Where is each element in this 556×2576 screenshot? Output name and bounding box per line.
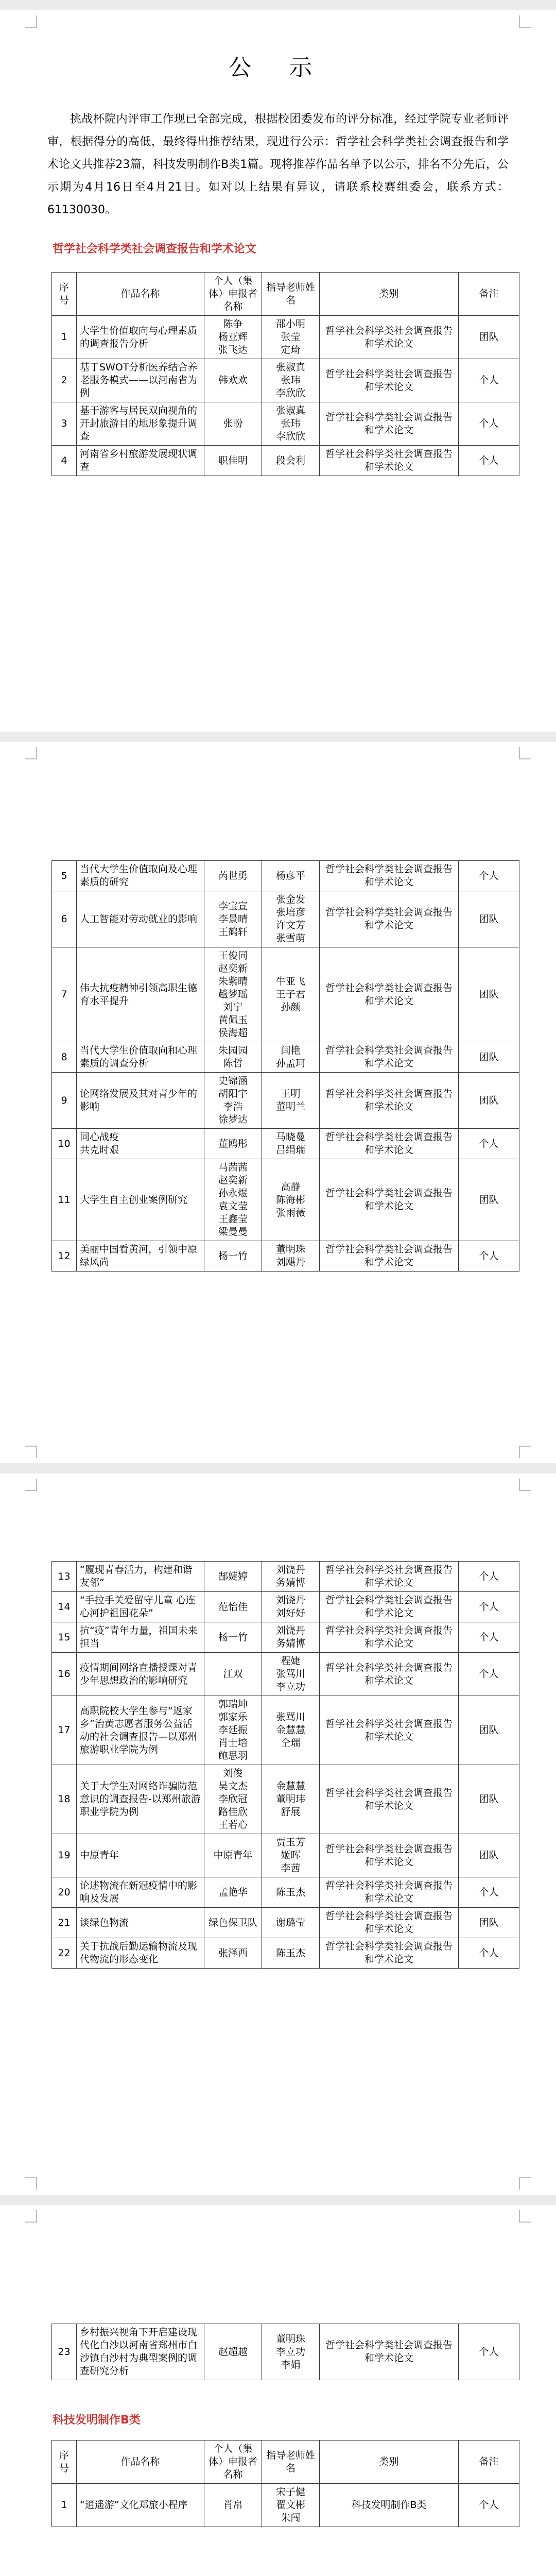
cell-advisor: 王明 董明兰 (262, 1073, 320, 1129)
page-corner-mark (519, 1479, 531, 1491)
cell-name: 高职院校大学生参与“返家乡”治黄志愿者服务公益活动的社会调查报告—以郑州旅游职业学院为例 (77, 1696, 204, 1765)
cell-advisor: 谢璐莹 (262, 1908, 320, 1938)
cell-applicant: 职佳明 (204, 446, 262, 476)
cell-advisor: 邵小明 张莹 定琦 (262, 316, 320, 359)
table-row (52, 2484, 519, 2527)
cell-category: 哲学社会科学类社会调查报告和学术论文 (320, 359, 459, 402)
cell-category: 哲学社会科学类社会调查报告和学术论文 (320, 947, 459, 1042)
table-row (52, 1938, 519, 1969)
cell-category: 哲学社会科学类社会调查报告和学术论文 (320, 1938, 459, 1969)
column-header: 序号 (52, 2441, 77, 2484)
table-row (52, 1653, 519, 1696)
cell-advisor: 马晓曼 吕绢瑞 (262, 1129, 320, 1159)
cell-no: 19 (52, 1834, 77, 1877)
cell-name: 抗“疫”青年力量，祖国未来担当 (77, 1622, 204, 1653)
table-row (52, 446, 519, 476)
cell-applicant: 马茜茜 赵奕新 孙永煜 袁文莹 王鑫莹 梁曼曼 (204, 1159, 262, 1241)
cell-name: 大学生价值取向与心理素质的调查报告分析 (77, 316, 204, 359)
cell-advisor: 杨彦平 (262, 861, 320, 891)
cell-note: 个人 (459, 1938, 519, 1969)
cell-name: 基于游客与居民双向视角的开封旅游目的地形象提升调查 (77, 402, 204, 446)
cell-applicant: 韩欢欢 (204, 359, 262, 402)
document-page-1 (0, 10, 556, 732)
cell-note: 团队 (459, 1834, 519, 1877)
table-row (52, 1129, 519, 1159)
cell-applicant: 郜婕婷 (204, 1562, 262, 1592)
document-page-3 (0, 1473, 556, 2195)
cell-note: 个人 (459, 1129, 519, 1159)
cell-note: 个人 (459, 2324, 519, 2380)
column-header: 备注 (459, 2441, 519, 2484)
cell-no: 15 (52, 1622, 77, 1653)
cell-category: 哲学社会科学类社会调查报告和学术论文 (320, 891, 459, 947)
cell-applicant: 绿色保卫队 (204, 1908, 262, 1938)
cell-applicant: 朱园园 陈哲 (204, 1042, 262, 1073)
cell-name: 美丽中国看黄河，引领中原绿风尚 (77, 1241, 204, 1272)
cell-note: 团队 (459, 891, 519, 947)
page-corner-mark (519, 747, 531, 759)
table-row (52, 1877, 519, 1908)
table-row (52, 1622, 519, 1653)
cell-name: 关于大学生对网络诈骗防范意识的调查报告-以郑州旅游职业学院为例 (77, 1765, 204, 1834)
cell-name: “逍遥游”文化郑旅小程序 (77, 2484, 204, 2527)
cell-advisor: 牛亚飞 王子君 孙颜 (262, 947, 320, 1042)
cell-no: 13 (52, 1562, 77, 1592)
table-row (52, 891, 519, 947)
cell-applicant: 刘俊 吴文杰 李欣冠 路佳欣 王若心 (204, 1765, 262, 1834)
cell-note: 团队 (459, 1908, 519, 1938)
cell-no: 7 (52, 947, 77, 1042)
cell-category: 哲学社会科学类社会调查报告和学术论文 (320, 1073, 459, 1129)
cell-name: 关于抗战后勤运输物流及现代物流的形态变化 (77, 1938, 204, 1969)
cell-note: 个人 (459, 1562, 519, 1592)
cell-name: “手拉手关爱留守儿童 心连心河护祖国花朵” (77, 1592, 204, 1622)
column-header: 作品名称 (77, 2441, 204, 2484)
cell-applicant: 史锦涵 胡阳宇 李浩 徐梦达 (204, 1073, 262, 1129)
table-row (52, 1908, 519, 1938)
cell-name: 论网络发展及其对青少年的影响 (77, 1073, 204, 1129)
cell-no: 16 (52, 1653, 77, 1696)
cell-name: 乡村振兴视角下开启建设现代化白沙以河南省郑州市白沙镇白沙村为典型案例的调查研究分析 (77, 2324, 204, 2380)
table-row (52, 1241, 519, 1272)
cell-note: 团队 (459, 316, 519, 359)
page-corner-mark (25, 2210, 37, 2223)
section-heading-tech-invention: 科技发明制作B类 (53, 2414, 141, 2427)
column-header: 指导老师姓名 (262, 273, 320, 316)
page-corner-mark (25, 1479, 37, 1491)
page-corner-mark (25, 2177, 37, 2190)
table-region (37, 860, 519, 1272)
table-row (52, 1562, 519, 1592)
cell-advisor: 刘饶丹 务婧博 (262, 1562, 320, 1592)
cell-no: 11 (52, 1159, 77, 1241)
table-row (52, 1592, 519, 1622)
cell-name: 论述物流在新冠疫情中的影响及发展 (77, 1877, 204, 1908)
page-corner-mark (519, 2210, 531, 2223)
cell-no: 12 (52, 1241, 77, 1272)
cell-applicant: 李宝宣 李景晴 王鹤轩 (204, 891, 262, 947)
table-header-row (52, 2441, 519, 2484)
section-heading-social-science: 哲学社会科学类社会调查报告和学术论文 (53, 243, 257, 256)
cell-category: 哲学社会科学类社会调查报告和学术论文 (320, 1592, 459, 1622)
cell-applicant: 张盼 (204, 402, 262, 446)
cell-name: 当代大学生价值取向和心理素质的调查分析 (77, 1042, 204, 1073)
cell-advisor: 刘饶丹 刘好好 (262, 1592, 320, 1622)
cell-note: 个人 (459, 861, 519, 891)
cell-no: 14 (52, 1592, 77, 1622)
cell-no: 4 (52, 446, 77, 476)
cell-note: 团队 (459, 1073, 519, 1129)
cell-note: 个人 (459, 359, 519, 402)
cell-category: 哲学社会科学类社会调查报告和学术论文 (320, 316, 459, 359)
column-header: 个人（集体）申报者名称 (204, 273, 262, 316)
cell-applicant: 中原青年 (204, 1834, 262, 1877)
table-row (52, 1159, 519, 1241)
cell-name: 人工智能对劳动就业的影响 (77, 891, 204, 947)
cell-note: 个人 (459, 1877, 519, 1908)
table-row (52, 1765, 519, 1834)
cell-no: 3 (52, 402, 77, 446)
cell-advisor: 张骂川 金慧慧 仝瑞 (262, 1696, 320, 1765)
cell-category: 哲学社会科学类社会调查报告和学术论文 (320, 861, 459, 891)
data-table (51, 2440, 519, 2527)
cell-advisor: 高静 陈海彬 张雨薇 (262, 1159, 320, 1241)
cell-category: 哲学社会科学类社会调查报告和学术论文 (320, 1834, 459, 1877)
table-region (37, 272, 519, 476)
column-header: 序号 (52, 273, 77, 316)
table-row (52, 1073, 519, 1129)
table-row (52, 2324, 519, 2380)
page-corner-mark (25, 15, 37, 28)
cell-no: 20 (52, 1877, 77, 1908)
cell-category: 哲学社会科学类社会调查报告和学术论文 (320, 1241, 459, 1272)
cell-name: “履现青春活力，构建和谐友邻” (77, 1562, 204, 1592)
table-region (37, 1561, 519, 1969)
column-header: 指导老师姓名 (262, 2441, 320, 2484)
table-row (52, 359, 519, 402)
page-corner-mark (519, 15, 531, 28)
cell-category: 哲学社会科学类社会调查报告和学术论文 (320, 1622, 459, 1653)
cell-category: 哲学社会科学类社会调查报告和学术论文 (320, 1129, 459, 1159)
cell-note: 团队 (459, 1159, 519, 1241)
column-header: 类别 (320, 2441, 459, 2484)
cell-note: 个人 (459, 1241, 519, 1272)
data-table (51, 2324, 519, 2380)
cell-name: 大学生自主创业案例研究 (77, 1159, 204, 1241)
column-header: 备注 (459, 273, 519, 316)
cell-applicant: 江双 (204, 1653, 262, 1696)
cell-applicant: 张泽西 (204, 1938, 262, 1969)
cell-name: 伟大抗疫精神引领高职生德育水平提升 (77, 947, 204, 1042)
data-table (51, 1561, 519, 1969)
table-row (52, 1834, 519, 1877)
cell-name: 同心战疫 共克时艰 (77, 1129, 204, 1159)
cell-advisor: 宋子健 翟文彬 朱闯 (262, 2484, 320, 2527)
cell-note: 团队 (459, 1696, 519, 1765)
cell-no: 2 (52, 359, 77, 402)
cell-category: 哲学社会科学类社会调查报告和学术论文 (320, 1562, 459, 1592)
cell-no: 9 (52, 1073, 77, 1129)
cell-category: 哲学社会科学类社会调查报告和学术论文 (320, 2324, 459, 2380)
cell-no: 17 (52, 1696, 77, 1765)
cell-advisor: 刘饶丹 务婧博 (262, 1622, 320, 1653)
cell-advisor: 陈玉杰 (262, 1877, 320, 1908)
cell-applicant: 芮世勇 (204, 861, 262, 891)
cell-note: 个人 (459, 402, 519, 446)
cell-applicant: 孟艳华 (204, 1877, 262, 1908)
column-header: 类别 (320, 273, 459, 316)
table-header-row (52, 273, 519, 316)
cell-advisor: 贾玉芳 姬晖 李茜 (262, 1834, 320, 1877)
cell-advisor: 董明珠 李立功 李娟 (262, 2324, 320, 2380)
cell-advisor: 闫艳 孙孟珂 (262, 1042, 320, 1073)
cell-advisor: 张金发 张培彦 许文芳 张雪萌 (262, 891, 320, 947)
cell-category: 哲学社会科学类社会调查报告和学术论文 (320, 1042, 459, 1073)
page-corner-mark (25, 747, 37, 759)
cell-category: 哲学社会科学类社会调查报告和学术论文 (320, 446, 459, 476)
cell-advisor: 董明珠 刘飓丹 (262, 1241, 320, 1272)
column-header: 作品名称 (77, 273, 204, 316)
cell-advisor: 张淑真 张玮 李欣欣 (262, 359, 320, 402)
cell-name: 中原青年 (77, 1834, 204, 1877)
cell-applicant: 肖帛 (204, 2484, 262, 2527)
cell-category: 哲学社会科学类社会调查报告和学术论文 (320, 1159, 459, 1241)
cell-no: 22 (52, 1938, 77, 1969)
table-row (52, 861, 519, 891)
cell-applicant: 陈争 杨亚辉 张飞达 (204, 316, 262, 359)
cell-category: 哲学社会科学类社会调查报告和学术论文 (320, 1696, 459, 1765)
cell-note: 个人 (459, 2484, 519, 2527)
cell-name: 河南省乡村旅游发展现状调查 (77, 446, 204, 476)
document-page-4 (0, 2205, 556, 2576)
cell-note: 个人 (459, 1622, 519, 1653)
cell-advisor: 金慧慧 董明玮 舒展 (262, 1765, 320, 1834)
cell-applicant: 郭瑞坤 郭家乐 李廷振 肖士培 鲍思羽 (204, 1696, 262, 1765)
document-page-2 (0, 742, 556, 1463)
cell-note: 团队 (459, 1765, 519, 1834)
cell-no: 5 (52, 861, 77, 891)
cell-no: 10 (52, 1129, 77, 1159)
cell-advisor: 陈玉杰 (262, 1938, 320, 1969)
page-corner-mark (519, 1446, 531, 1458)
cell-no: 6 (52, 891, 77, 947)
cell-note: 个人 (459, 446, 519, 476)
cell-no: 21 (52, 1908, 77, 1938)
cell-applicant: 赵超越 (204, 2324, 262, 2380)
cell-category: 哲学社会科学类社会调查报告和学术论文 (320, 1765, 459, 1834)
table-row (52, 947, 519, 1042)
cell-advisor: 段会利 (262, 446, 320, 476)
cell-note: 个人 (459, 1653, 519, 1696)
table-row (52, 316, 519, 359)
data-table (51, 860, 519, 1272)
cell-category: 哲学社会科学类社会调查报告和学术论文 (320, 1877, 459, 1908)
cell-applicant: 杨一竹 (204, 1622, 262, 1653)
data-table (51, 272, 519, 476)
cell-no: 18 (52, 1765, 77, 1834)
table-row (52, 1696, 519, 1765)
page-title: 公 示 (229, 55, 327, 81)
cell-category: 哲学社会科学类社会调查报告和学术论文 (320, 1653, 459, 1696)
column-header: 个人（集体）申报者名称 (204, 2441, 262, 2484)
cell-name: 当代大学生价值取向及心理素质的研究 (77, 861, 204, 891)
page-corner-mark (519, 2177, 531, 2190)
page-corner-mark (25, 1446, 37, 1458)
cell-no: 8 (52, 1042, 77, 1073)
cell-category: 哲学社会科学类社会调查报告和学术论文 (320, 1908, 459, 1938)
cell-note: 个人 (459, 1592, 519, 1622)
table-region (37, 2324, 519, 2380)
table-row (52, 402, 519, 446)
cell-name: 谈绿色物流 (77, 1908, 204, 1938)
table-row (52, 1042, 519, 1073)
cell-name: 疫情期间网络直播授课对青少年思想政治的影响研究 (77, 1653, 204, 1696)
cell-applicant: 董鸥彤 (204, 1129, 262, 1159)
cell-note: 团队 (459, 947, 519, 1042)
cell-category: 科技发明制作B类 (320, 2484, 459, 2527)
cell-applicant: 杨一竹 (204, 1241, 262, 1272)
cell-no: 1 (52, 2484, 77, 2527)
cell-applicant: 范怡佳 (204, 1592, 262, 1622)
cell-category: 哲学社会科学类社会调查报告和学术论文 (320, 402, 459, 446)
cell-advisor: 张淑真 张玮 李欣欣 (262, 402, 320, 446)
cell-note: 团队 (459, 1042, 519, 1073)
cell-no: 1 (52, 316, 77, 359)
table-region (37, 2440, 519, 2527)
cell-name: 基于SWOT分析医养结合养老服务模式——以河南省为例 (77, 359, 204, 402)
cell-no: 23 (52, 2324, 77, 2380)
cell-advisor: 程婕 张骂川 李立功 (262, 1653, 320, 1696)
intro-paragraph: 挑战杯院内评审工作现已全部完成，根据校团委发布的评分标准，经过学院专业老师评审，根据得分的高低，最终得出推荐结果，现进行公示：哲学社会科学类社会调查报告和学术论文共推荐23篇，科技发明制作B类1篇。现将推荐作品名单予以公示，排名不分先后，公示期为4月16日至4月21日。如对以上结果有异议，请联系校赛组委会，联系方式：61130030。 (47, 113, 509, 216)
cell-applicant: 王俊同 赵奕新 朱紫晴 趟梦瑶 刘宁 黄佩玉 侯海超 (204, 947, 262, 1042)
